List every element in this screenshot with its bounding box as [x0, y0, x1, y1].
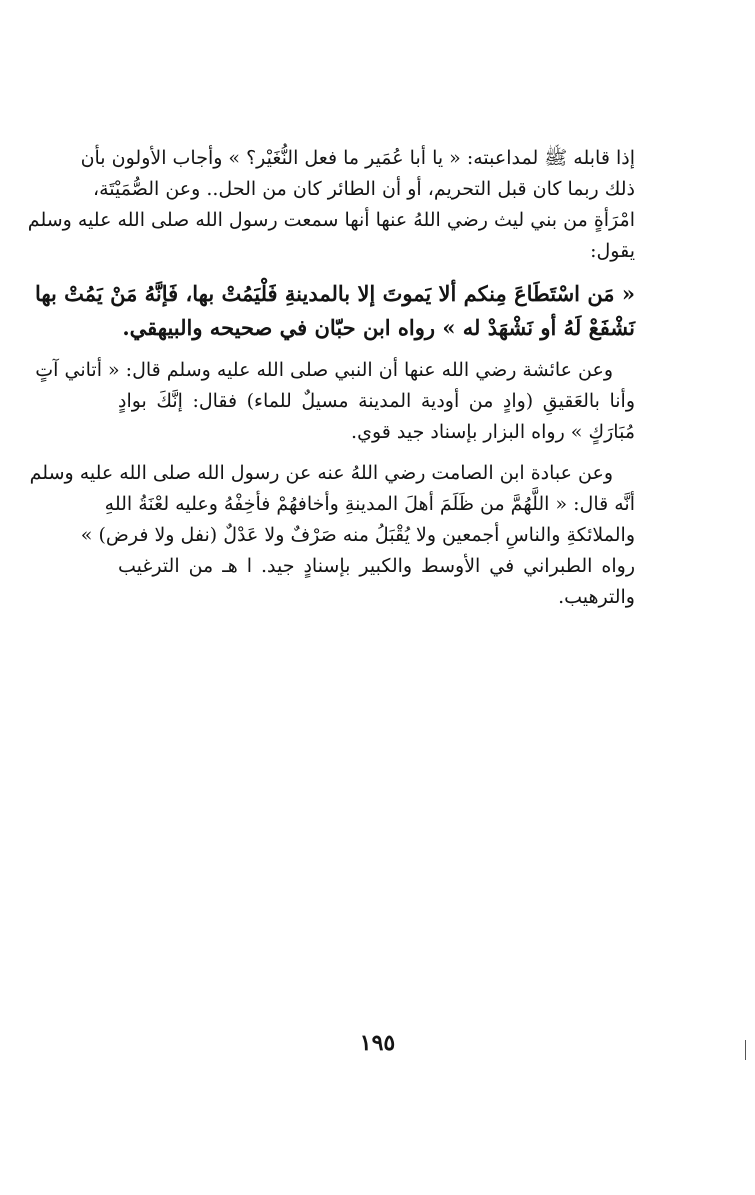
text-line: وأنا بالعَقيقِ (وادٍ من أودية المدينة مسيلٌ للماء) فقال: إنَّكَ بوادٍ	[118, 390, 635, 412]
text-line: مُبَارَكٍ » رواه البزار بإسناد جيد قوي.	[351, 421, 635, 443]
text-line: يقول:	[590, 240, 635, 262]
text-line: والملائكةِ والناسِ أجمعين ولا يُقْبَلُ منه صَرْفٌ ولا عَدْلٌ (نفل ولا فرض) »	[80, 524, 635, 546]
page-number: ١٩٥	[359, 1030, 396, 1056]
text-line: ذلك ربما كان قبل التحريم، أو أن الطائر كان من الحل.. وعن الصُّمَيْتَة،	[92, 178, 635, 200]
text-line: امْرَأةٍ من بني ليث رضي اللهُ عنها أنها سمعت رسول الله صلى الله عليه وسلم	[27, 209, 635, 231]
text-line: وعن عائشة رضي الله عنها أن النبي صلى الله عليه وسلم قال: « أتاني آتٍ	[35, 359, 613, 381]
text-line: والترهيب.	[558, 586, 635, 608]
text-line: أنَّه قال: « اللَّهُمَّ من ظَلَمَ أهلَ المدينةِ وأخافهُمْ فأخِفْهُ وعليه لعْنَةُ اللهِ	[104, 493, 635, 515]
text-line: « مَن اسْتَطَاعَ مِنكم ألا يَموتَ إلا بالمدينةِ فَلْيَمُتْ بها، فَإنَّهُ مَنْ يَمُتْ بها	[34, 281, 635, 306]
scan-edge-mark	[745, 1040, 746, 1060]
text-line: إذا قابله ﷺ لمداعبته: « يا أبا عُمَير ما فعل النُّغَيْر؟ » وأجاب الأولون بأن	[80, 147, 635, 169]
page-body	[27, 143, 635, 623]
paragraph-1	[27, 143, 635, 267]
text-line: وعن عبادة ابن الصامت رضي اللهُ عنه عن رسول الله صلى الله عليه وسلم	[29, 462, 613, 484]
paragraph-4	[29, 458, 635, 613]
text-line: رواه الطبراني في الأوسط والكبير بإسنادٍ جيد. ا هـ من الترغيب	[118, 555, 635, 577]
paragraph-3	[35, 355, 635, 448]
text-line: نَشْفَعْ لَهُ أو نَشْهَدْ له » رواه ابن حبّان في صحيحه والبيهقي.	[122, 315, 635, 340]
paragraph-2	[34, 277, 635, 345]
